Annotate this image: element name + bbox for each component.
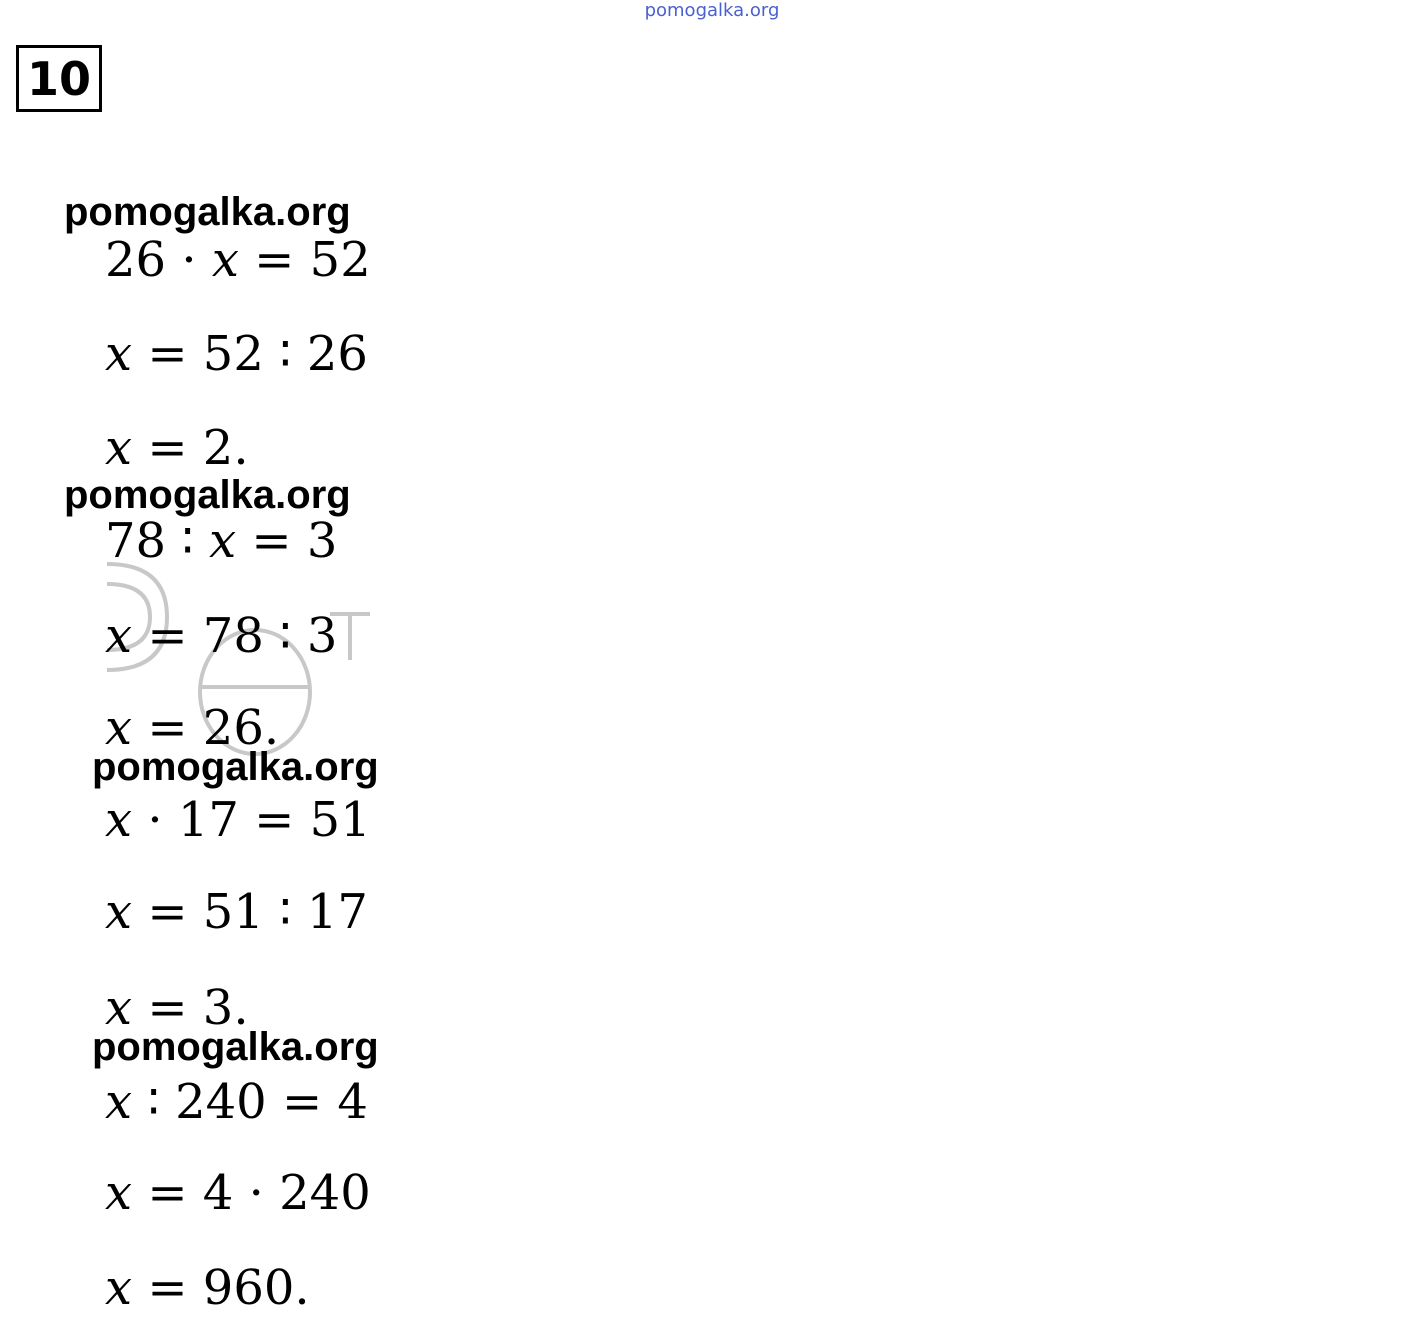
equation-3-2: 𝑥 = 51 ∶ 17: [105, 884, 368, 940]
equation-4-1: 𝑥 ∶ 240 = 4: [105, 1074, 368, 1130]
site-label-1: pomogalka.org: [64, 190, 351, 234]
equation-1-2: 𝑥 = 52 ∶ 26: [105, 326, 368, 382]
site-label-2: pomogalka.org: [64, 473, 351, 517]
top-watermark: pomogalka.org: [644, 0, 780, 21]
equation-1-1: 26 · 𝑥 = 52: [105, 232, 371, 288]
equation-4-3: 𝑥 = 960.: [105, 1260, 310, 1316]
equation-2-1: 78 ∶ 𝑥 = 3: [105, 513, 338, 569]
task-number-box: 10: [16, 45, 102, 112]
equation-3-1: 𝑥 · 17 = 51: [105, 792, 371, 848]
site-label-4: pomogalka.org: [92, 1025, 379, 1069]
equation-4-2: 𝑥 = 4 · 240: [105, 1165, 371, 1221]
equation-2-3: 𝑥 = 26.: [105, 700, 280, 756]
equation-3-3: 𝑥 = 3.: [105, 980, 249, 1036]
equation-1-3: 𝑥 = 2.: [105, 420, 249, 476]
equation-2-2: 𝑥 = 78 ∶ 3: [105, 608, 338, 664]
site-label-3: pomogalka.org: [92, 745, 379, 789]
